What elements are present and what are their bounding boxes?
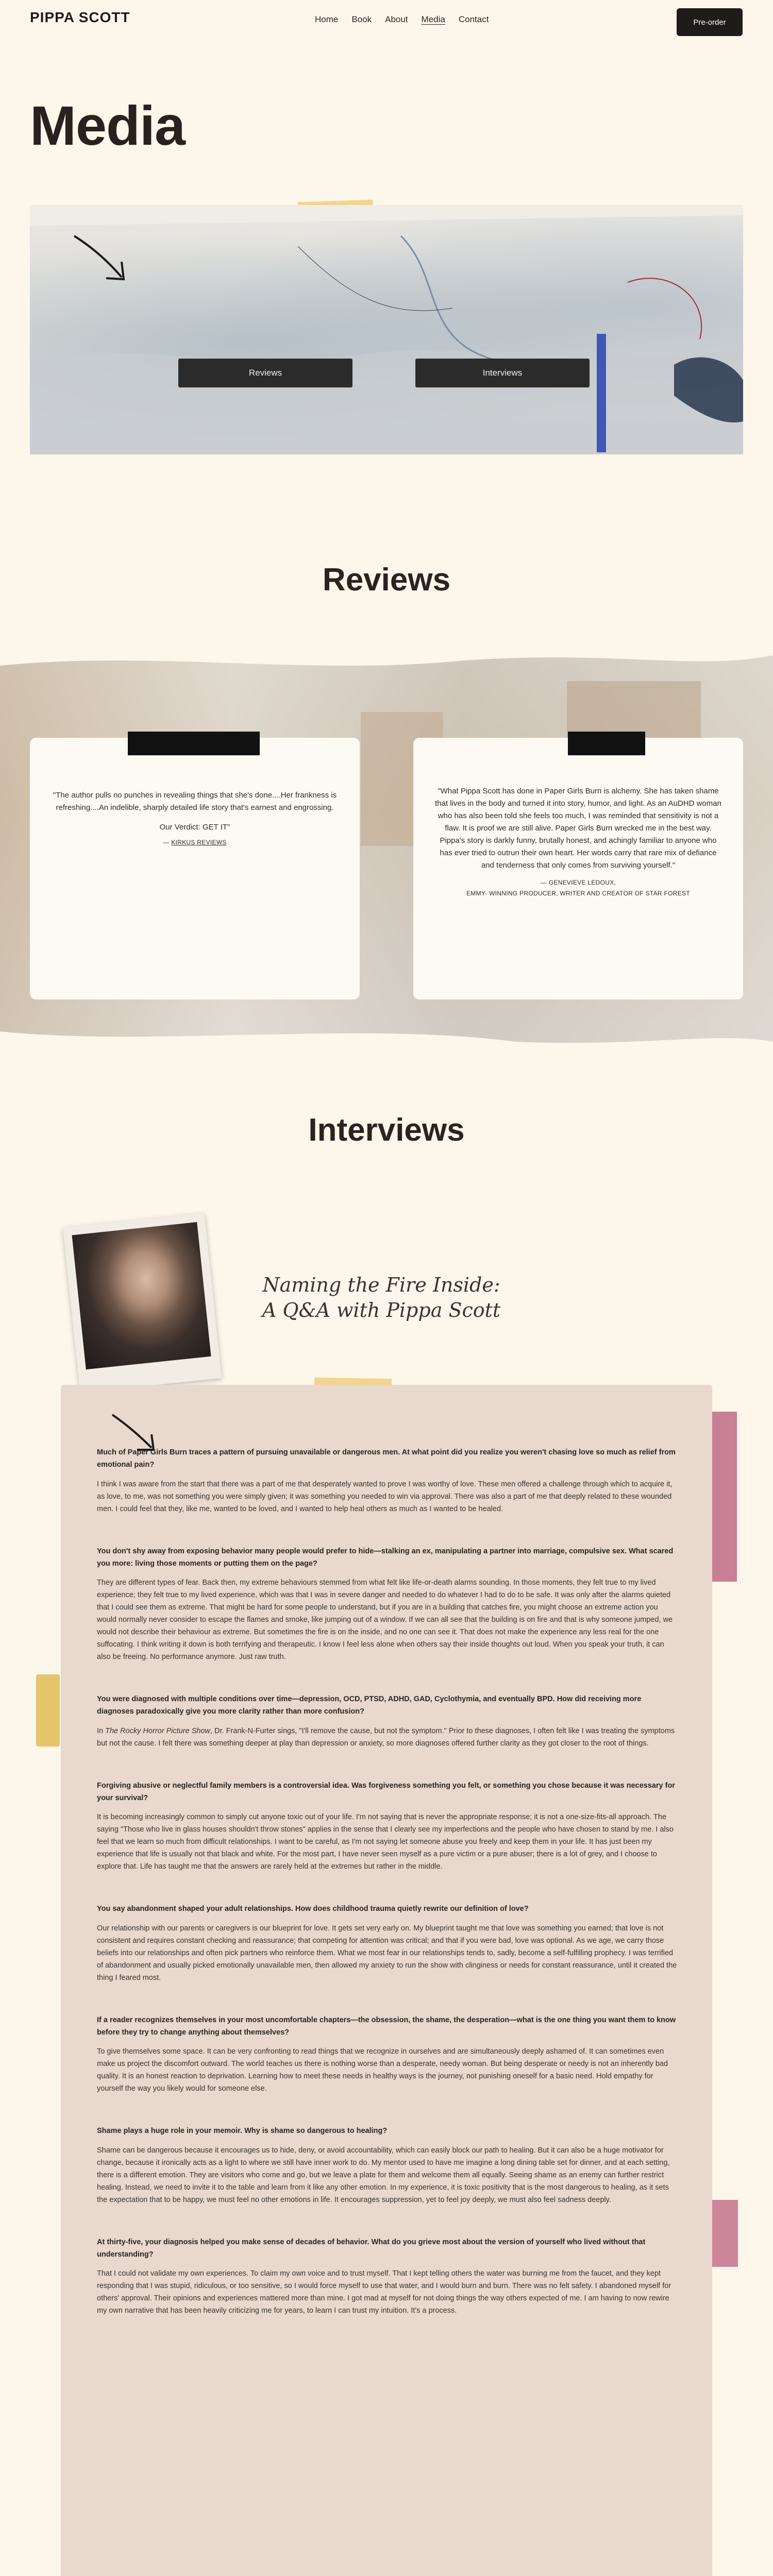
qa-answer: It is becoming increasingly common to simply cut anyone toxic out of your life. I'm not saying that is never the appropriate response; it is not a one-size-fits-all approach. The saying "Those who live in glass houses shouldn't throw stones" applies in the sense that I clearly see my imperfections and the people who have chosen to stand by me. I also feel that we learn so much from difficult relationships. I want to be careful, as I'm not saying let someone abuse you freely and keep them in your life. It has just been my experience that life is usually not that black and white. For the most part, I have never seen myself as a pure victim or a pure abuser; there is a lot of grey, and I choose to explore that. Life has taught me that the answers are rarely held at the extremes but rather in the middle. xyxy=(97,1813,674,1871)
qa-answer: I think I was aware from the start that there was a part of me that desperately wanted to prove I was worthy of love. These men offered a challenge through which to acquire it, as love, to me, was not something you were simply given; it was something you needed to win via approval. There was also a part of me that deeply related to these wounded men. I could feel that they, like me, wanted to be loved, and I wanted to help heal others as much as I wanted to be healed. xyxy=(97,1480,673,1513)
nav-book[interactable]: Book xyxy=(351,14,372,24)
blue-stripe xyxy=(597,334,606,452)
kirkus-link[interactable]: KIRKUS REVIEWS xyxy=(171,839,227,846)
review-author-role: EMMY- WINNING PRODUCER, WRITER AND CREATOR OF STAR FOREST xyxy=(466,890,690,897)
nav-about[interactable]: About xyxy=(385,14,408,24)
site-logo[interactable]: PIPPA SCOTT xyxy=(30,9,130,25)
qa-answer: In The Rocky Horror Picture Show, Dr. Frank-N-Furter sings, "I'll remove the cause, but not the symptom." Prior to these diagnoses, I often felt like I was treating the symptoms but not the cause. I felt there was something deeper at play than depression or anxiety, so more diagnoses offered further clarity as they got closer to the root of things. xyxy=(97,1726,675,1748)
qa-answer: That I could not validate my own experiences. To claim my own voice and to trust myself. That I kept telling others the water was burning me from the faucet, and they kept responding that I was stupid, ridiculous, or too sensitive, so I would force myself to use that water, and I would burn and burn. There was no felt safety. I abandoned myself for others' approval. Their opinions and experiences mattered more than mine. I got mad at myself for not doing things the way others expected of me. I am having to now rewire my own narrative that has been heavily criticizing me for years, to learn I can trust my intuition. It's a process. xyxy=(97,2269,671,2315)
qa-question: Shame plays a huge role in your memoir. Why is shame so dangerous to healing? xyxy=(97,2127,388,2136)
interviews-heading: Interviews xyxy=(308,1112,465,1148)
reviews-button[interactable]: Reviews xyxy=(178,359,352,387)
qa-answer: To give themselves some space. It can be very confronting to read things that we recognize in ourselves and are simultaneously deeply ashamed of. It can sometimes even make us project the discomfort outward. The world teaches us there is nothing worse than a desperate, needy woman. But being desperate or needy is not an inherently bad quality. It is an honest reaction to deprivation. Learning how to meet these needs in healthy ways is the journey, not punishing oneself for a basic need. Hold empathy for yourself the way you likely would for someone else. xyxy=(97,2047,668,2093)
nav-home[interactable]: Home xyxy=(315,14,339,24)
qa-question: You were diagnosed with multiple conditions over time—depression, OCD, PTSD, ADHD, GAD, Cyclothymia, and eventually BPD. How did receiving more diagnoses paradoxically give you more clarity rather than more confusion? xyxy=(97,1694,642,1716)
review-verdict: Our Verdict: GET IT" xyxy=(159,823,230,832)
review-quote: "The author pulls no punches in revealing things that she's done....Her frankness is refreshing....An indelible, sharply detailed life story that's earnest and engrossing. xyxy=(53,791,337,812)
author-photo xyxy=(72,1222,211,1369)
review-author: — GENEVIEVE LEDOUX, xyxy=(540,879,616,886)
review-card-kirkus xyxy=(30,738,360,999)
qa-question: You don't shy away from exposing behavior many people would prefer to hide—stalking an ex, manipulating a partner into marriage, compulsive sex. What scared you more: living those moments or putting them on the page? xyxy=(97,1547,674,1568)
site-header xyxy=(0,0,773,41)
pink-strip-decoration xyxy=(710,2200,738,2267)
reviews-heading: Reviews xyxy=(322,562,451,598)
arrow-icon xyxy=(70,231,137,287)
interview-feature-title: Naming the Fire Inside: A Q&A with Pippa Scott xyxy=(262,1274,501,1322)
interviews-button[interactable]: Interviews xyxy=(415,359,590,387)
qa-answer: Our relationship with our parents or caregivers is our blueprint for love. It gets set very early on. My blueprint taught me that love was something you earned; that love is not consistent and requires constant checking and reassurance; that competing for attention was critical; and that if you were bad, love was optional. As we age, we carry those beliefs into our relationships and often pick partners who reinforce them. What we most fear in our relationships tends to, sadly, become a self-fulfilling prophecy. I was terrified of abandonment and usually picked emotionally unavailable men, then allowed my anxiety to run the show with clinginess or needs for constant reassurance, until it created the thing I feared most. xyxy=(97,1924,677,1982)
qa-question: At thirty-five, your diagnosis helped you make sense of decades of behavior. What do you grieve most about the version of yourself who lived without that understanding? xyxy=(97,2238,646,2259)
qa-question: You say abandonment shaped your adult relationships. How does childhood trauma quietly rewrite our definition of love? xyxy=(97,1905,529,1913)
qa-content xyxy=(97,1447,678,2347)
review-label-redacted xyxy=(128,732,260,755)
yellow-strip-decoration xyxy=(36,1674,60,1747)
main-nav xyxy=(315,14,489,25)
nav-media[interactable]: Media xyxy=(421,14,445,24)
qa-answer: Shame can be dangerous because it encourages us to hide, deny, or avoid accountability, which can easily block our path to healing. But it can also be a huge motivator for change, because it ironically acts as a light to where we still have inner work to do. My mentor used to have me imagine a long dining table set for dinner, and at each setting, there is a different emotion. They are visitors who come and go, but we leave a plate for them and welcome them all equally. Seeing shame as an enemy can further restrict healing. Instead, we need to invite it to the table and learn from it like any other emotion. In my experience, it is toxic positivity that is the most dangerous to healing, as it sets the expectation that to be happy, we must feel no other emotions in life. It encourages suppression, yet to feel joy deeply, we must also feel sadness deeply. xyxy=(97,2146,670,2204)
qa-question: If a reader recognizes themselves in your most uncomfortable chapters—the obsession, the shame, the desperation—what is the one thing you want them to know before they try to change anything about themselves? xyxy=(97,2015,676,2037)
qa-panel xyxy=(61,1385,712,2576)
review-source: — KIRKUS REVIEWS xyxy=(163,839,227,846)
review-label-redacted xyxy=(568,732,645,755)
preorder-button[interactable]: Pre-order xyxy=(677,8,743,36)
review-quote: "What Pippa Scott has done in Paper Girls Burn is alchemy. She has taken shame that lives in the body and turned it into story, humor, and light. As an AuDHD woman who has also been told she feels too much, I was reminded that sensitivity is not a flaw. It is proof we are still alive. Paper Girls Burn wrecked me in the best way. Pippa's story is darkly funny, brutally honest, and achingly familiar to anyone who has ever tried to outrun their own heart. Her words carry that rare mix of defiance and tenderness that only comes from surviving yourself." xyxy=(435,787,721,870)
hero-collage xyxy=(30,205,743,454)
qa-question: Much of Paper Girls Burn traces a pattern of pursuing unavailable or dangerous men. At what point did you realize you weren't chasing love so much as relief from emotional pain? xyxy=(97,1448,676,1469)
qa-answer: They are different types of fear. Back then, my extreme behaviours stemmed from what felt like life-or-death alarms sounding. In those moments, they felt true to my lived experience; they felt true to my lived experience, which was that I was in severe danger and needed to do whatever I had to do to be safe. It was only after the alarms quieted that I could see them as extreme. That might be hard for some people to understand, but if you are in a building that catches fire, you might choose an extreme action you would normally never consider to escape the flames and smoke, like jumping out of a window. If we can all see that the building is on fire and that is why someone jumped, we would not describe their behaviour as extreme. But sometimes the fire is on the inside, and no one can see it. That does not make the experience any less real for the one suffocating. I think writing it down is both terrifying and therapeutic. I know I feel less alone when others say their inside thoughts out loud. When you speak your truth, it can also be freeing. No performance anymore. Just raw truth. xyxy=(97,1579,673,1661)
qa-question: Forgiving abusive or neglectful family members is a controversial idea. Was forgiveness something you felt, or something you chose because it was necessary for your survival? xyxy=(97,1781,675,1802)
author-photo-frame xyxy=(63,1213,222,1393)
review-card-ledoux xyxy=(413,738,743,999)
nav-contact[interactable]: Contact xyxy=(458,14,489,24)
page-title: Media xyxy=(30,94,186,157)
